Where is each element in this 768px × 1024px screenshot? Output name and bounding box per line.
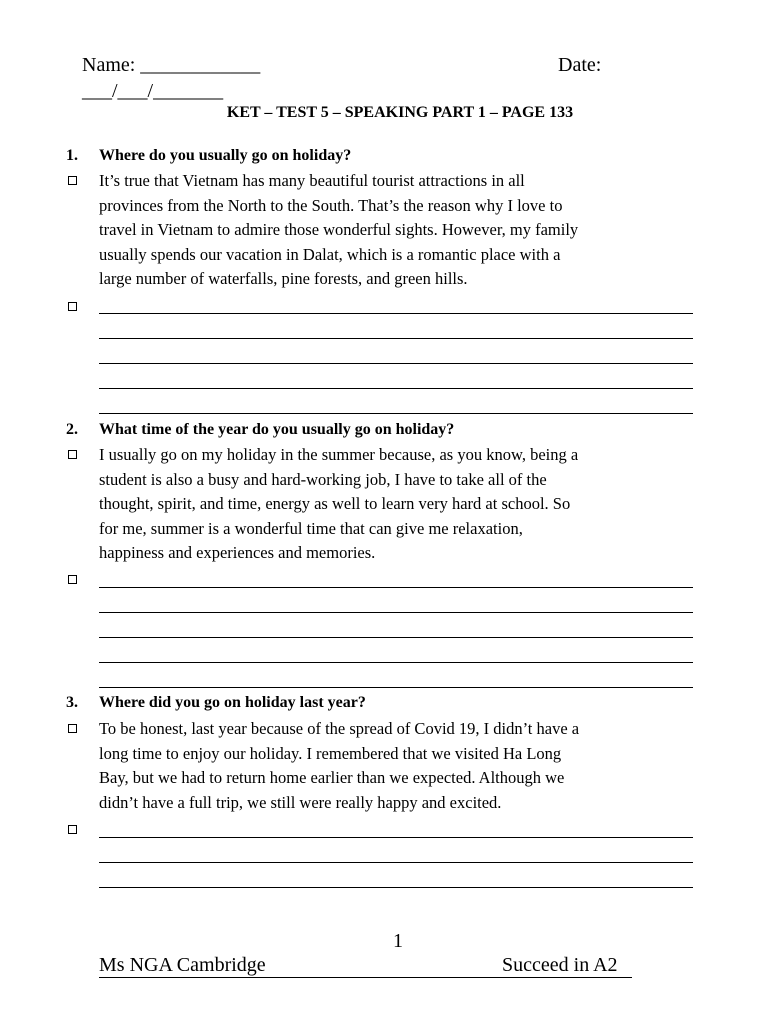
name-field-label: Name: ____________ — [82, 54, 261, 76]
answer-line: It’s true that Vietnam has many beautiful tourist attractions in all — [99, 171, 525, 190]
checkbox-icon — [68, 450, 77, 459]
writing-line[interactable] — [99, 662, 693, 663]
answer-paragraph — [99, 717, 699, 815]
checkbox-icon — [68, 825, 77, 834]
footer-underline — [99, 977, 632, 978]
answer-line: long time to enjoy our holiday. I remembered that we visited Ha Long — [99, 743, 562, 763]
date-blanks: ___/___/_______ — [82, 80, 224, 102]
answer-line: I usually go on my holiday in the summer because, as you know, being a — [99, 445, 579, 464]
question-text: What time of the year do you usually go on holiday? — [99, 421, 455, 438]
writing-line[interactable] — [99, 313, 693, 314]
question-number: 2. — [66, 421, 78, 438]
writing-line[interactable] — [99, 363, 693, 364]
answer-paragraph — [99, 169, 699, 292]
writing-line[interactable] — [99, 338, 693, 339]
answer-line: travel in Vietnam to admire those wonderful sights. However, my family — [99, 220, 579, 239]
checkbox-icon — [68, 176, 77, 185]
writing-line[interactable] — [99, 612, 693, 613]
answer-line: thought, spirit, and time, energy as well to learn very hard at school. So — [99, 494, 571, 513]
writing-line[interactable] — [99, 687, 693, 688]
answer-line: happiness and experiences and memories. — [99, 543, 376, 562]
question-number: 3. — [66, 694, 78, 711]
answer-line: for me, summer is a wonderful time that can give me relaxation, — [99, 518, 523, 538]
answer-line: Bay, but we had to return home earlier than we expected. Although we — [99, 768, 565, 787]
answer-line: provinces from the North to the South. That’s the reason why I love to — [99, 195, 563, 215]
writing-line[interactable] — [99, 587, 693, 588]
writing-line[interactable] — [99, 413, 693, 414]
checkbox-icon — [68, 575, 77, 584]
checkbox-icon — [68, 724, 77, 733]
writing-line[interactable] — [99, 388, 693, 389]
writing-line[interactable] — [99, 637, 693, 638]
page-number: 1 — [393, 930, 403, 952]
footer-right-text: Succeed in A2 — [502, 954, 618, 976]
checkbox-icon — [68, 302, 77, 311]
page-title: KET – TEST 5 – SPEAKING PART 1 – PAGE 133 — [226, 104, 574, 121]
question-text: Where do you usually go on holiday? — [99, 147, 352, 164]
answer-paragraph — [99, 443, 699, 566]
writing-line[interactable] — [99, 887, 693, 888]
question-text: Where did you go on holiday last year? — [99, 694, 366, 711]
answer-line: To be honest, last year because of the spread of Covid 19, I didn’t have a — [99, 719, 580, 738]
footer-left-text: Ms NGA Cambridge — [99, 954, 266, 976]
question-number: 1. — [66, 147, 78, 164]
answer-line: student is also a busy and hard-working job, I have to take all of the — [99, 469, 547, 489]
answer-line: large number of waterfalls, pine forests, and green hills. — [99, 269, 468, 288]
writing-line[interactable] — [99, 837, 693, 838]
writing-line[interactable] — [99, 862, 693, 863]
answer-line: didn’t have a full trip, we still were really happy and excited. — [99, 792, 502, 812]
date-field-label: Date: — [558, 54, 602, 76]
answer-line: usually spends our vacation in Dalat, which is a romantic place with a — [99, 244, 561, 264]
